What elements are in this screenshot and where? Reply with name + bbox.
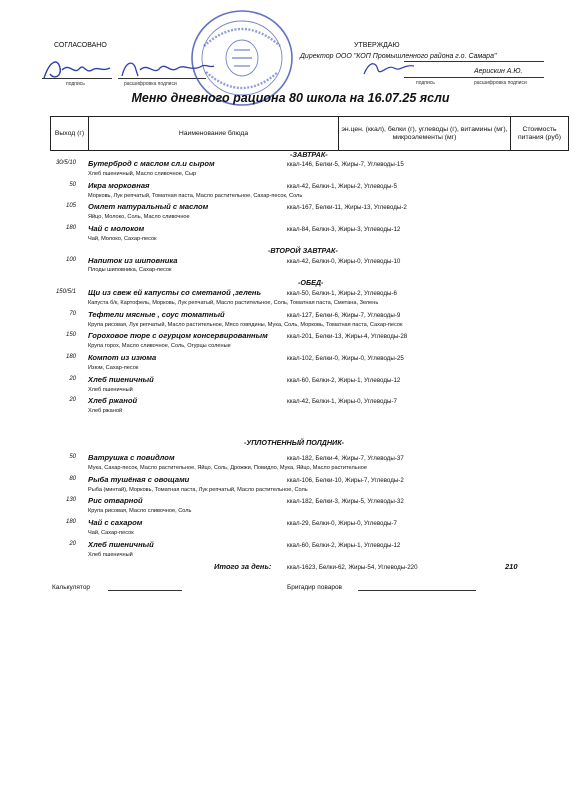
dish-name: Компот из изюма <box>88 353 157 362</box>
dish-name: Хлеб пшеничный <box>88 540 154 549</box>
dish-nutrition: ккал-167, Белки-11, Жиры-13, Углеводы-2 <box>287 204 407 211</box>
dish-name: Ватрушка с повидлом <box>88 453 175 462</box>
dish-name: Хлеб ржаной <box>88 396 138 405</box>
dish-ingredients: Хлеб пшеничный <box>88 387 133 393</box>
header-output: Выход (г) <box>51 117 89 151</box>
item-output: 50 <box>69 454 76 460</box>
dish-ingredients: Капуста б/к, Картофель, Морковь, Лук репчатый, Масло растительное, Соль, Томатная паста, Сметана, Зелень <box>88 300 379 306</box>
total-nutrition: ккал-1623, Белки-62, Жиры-54, Углеводы-220 <box>287 564 418 571</box>
dish-name: Хлеб пшеничный <box>88 375 154 384</box>
dish-name: Напиток из шиповника <box>88 256 178 265</box>
dish-ingredients: Чай, Сахар-песок <box>88 530 134 536</box>
dish-ingredients: Крупа рисовая, Масло сливочное, Соль <box>88 508 192 514</box>
item-output: 100 <box>65 257 76 263</box>
item-output: 105 <box>65 203 76 209</box>
right-caption-signature: подпись <box>416 80 435 86</box>
item-output: 50 <box>69 182 76 188</box>
dish-nutrition: ккал-106, Белки-10, Жиры-7, Углеводы-2 <box>287 477 404 484</box>
section-title: -УПЛОТНЕННЫЙ ПОЛДНИК- <box>244 438 345 447</box>
dish-ingredients: Хлеб ржаной <box>88 408 123 414</box>
item-output: 180 <box>65 519 76 525</box>
dish-nutrition: ккал-29, Белки-0, Жиры-0, Углеводы-7 <box>287 520 397 527</box>
item-output: 20 <box>69 376 76 382</box>
dish-nutrition: ккал-42, Белки-0, Жиры-0, Углеводы-10 <box>287 258 401 265</box>
dish-name: Гороховое пюре с огурцом консервированным <box>88 331 268 340</box>
header-cost: Стоимость питания (руб) <box>511 117 569 151</box>
dish-ingredients: Хлеб пшеничный, Масло сливочное, Сыр <box>88 171 197 177</box>
left-signature-1 <box>40 54 120 86</box>
calculator-label: Калькулятор <box>52 584 91 591</box>
dish-nutrition: ккал-84, Белки-3, Жиры-3, Углеводы-12 <box>287 226 401 233</box>
dish-nutrition: ккал-127, Белки-6, Жиры-7, Углеводы-9 <box>287 312 401 319</box>
dish-ingredients: Изюм, Сахар-песок <box>88 365 139 371</box>
dish-ingredients: Хлеб пшеничный <box>88 552 133 558</box>
approved-label: УТВЕРЖДАЮ <box>354 42 400 49</box>
item-output: 180 <box>65 354 76 360</box>
brigadier-label: Бригадир поваров <box>287 584 343 591</box>
dish-nutrition: ккал-42, Белки-1, Жиры-2, Углеводы-5 <box>287 183 397 190</box>
director-line-underline <box>404 61 544 62</box>
total-label: Итого за день: <box>214 562 272 571</box>
item-output: 20 <box>69 397 76 403</box>
agreed-label: СОГЛАСОВАНО <box>54 42 107 49</box>
dish-name: Омлет натуральный с маслом <box>88 202 209 211</box>
dish-name: Бутерброд с маслом сл.и сыром <box>88 159 215 168</box>
item-output: 30/5/10 <box>55 160 76 166</box>
header-nutrition: эн.цен. (ккал), белки (г), углеводы (г), витамины (мг), микроэлементы (мг) <box>339 117 511 151</box>
dish-ingredients: Рыба (минтай), Морковь, Томатная паста, Лук репчатый, Масло растительное, Соль <box>88 487 308 493</box>
dish-ingredients: Яйцо, Молоко, Соль, Масло сливочное <box>88 214 190 220</box>
item-output: 150 <box>65 332 76 338</box>
section-title: -ОБЕД- <box>298 278 324 287</box>
dish-name: Рыба тушёная с овощами <box>88 475 190 484</box>
brigadier-signature-line <box>358 590 476 591</box>
dish-name: Тефтели мясные , соус томатный <box>88 310 225 319</box>
dish-nutrition: ккал-146, Белки-5, Жиры-7, Углеводы-15 <box>287 161 404 168</box>
item-output: 70 <box>69 311 76 317</box>
section-title: -ВТОРОЙ ЗАВТРАК- <box>268 246 338 255</box>
dish-ingredients: Крупа горох, Масло сливочное, Соль, Огурцы соленые <box>88 343 231 349</box>
dish-nutrition: ккал-182, Белки-3, Жиры-5, Углеводы-32 <box>287 498 404 505</box>
dish-name: Рис отварной <box>88 496 143 505</box>
right-caption-decoding: расшифровка подписи <box>474 80 527 86</box>
item-output: 80 <box>69 476 76 482</box>
page-title: Меню дневного рациона 80 школа на 16.07.25 ясли <box>131 91 450 105</box>
dish-nutrition: ккал-102, Белки-0, Жиры-0, Углеводы-25 <box>287 355 404 362</box>
dish-ingredients: Морковь, Лук репчатый, Томатная паста, Масло растительное, Сахар-песок, Соль <box>88 193 303 199</box>
dish-nutrition: ккал-60, Белки-2, Жиры-1, Углеводы-12 <box>287 542 401 549</box>
section-title: -ЗАВТРАК- <box>290 150 328 159</box>
total-cost: 210 <box>505 562 518 571</box>
dish-nutrition: ккал-42, Белки-1, Жиры-0, Углеводы-7 <box>287 398 397 405</box>
dish-name: Щи из свеж ей капусты со сметаной ,зелень <box>88 288 262 297</box>
header-dish: Наименование блюда <box>89 117 339 151</box>
item-output: 130 <box>65 497 76 503</box>
dish-nutrition: ккал-182, Белки-4, Жиры-7, Углеводы-37 <box>287 455 404 462</box>
dish-ingredients: Плоды шиповника, Сахар-песок <box>88 267 172 273</box>
dish-nutrition: ккал-50, Белки-1, Жиры-2, Углеводы-6 <box>287 290 397 297</box>
director-signature <box>360 56 420 82</box>
dish-ingredients: Крупа рисовая, Лук репчатый, Масло растительное, Мясо говядины, Мука, Соль, Морковь, Томатная паста, Сахар-песок <box>88 322 403 328</box>
director-name: Аерискин А.Ю. <box>474 68 523 75</box>
item-output: 180 <box>65 225 76 231</box>
dish-ingredients: Мука, Сахар-песок, Масло растительное, Яйцо, Соль, Дрожжи, Повидло, Мука, Яйцо, Масло растительное <box>88 465 367 471</box>
dish-ingredients: Чай, Молоко, Сахар-песок <box>88 236 157 242</box>
dish-name: Чай с молоком <box>88 224 145 233</box>
item-output: 20 <box>69 541 76 547</box>
director-line: Директор ООО "КОП Промышленного района г.о. Самара" <box>300 53 497 60</box>
menu-table-header <box>50 116 569 151</box>
dish-name: Икра морковная <box>88 181 150 190</box>
item-output: 150/5/1 <box>55 289 76 295</box>
left-caption-decoding: расшифровка подписи <box>124 81 177 87</box>
calculator-signature-line <box>108 590 182 591</box>
director-name-underline <box>404 77 544 78</box>
left-caption-signature: подпись <box>66 81 85 87</box>
dish-nutrition: ккал-201, Белки-13, Жиры-4, Углеводы-28 <box>287 333 408 340</box>
dish-name: Чай с сахаром <box>88 518 143 527</box>
dish-nutrition: ккал-60, Белки-2, Жиры-1, Углеводы-12 <box>287 377 401 384</box>
